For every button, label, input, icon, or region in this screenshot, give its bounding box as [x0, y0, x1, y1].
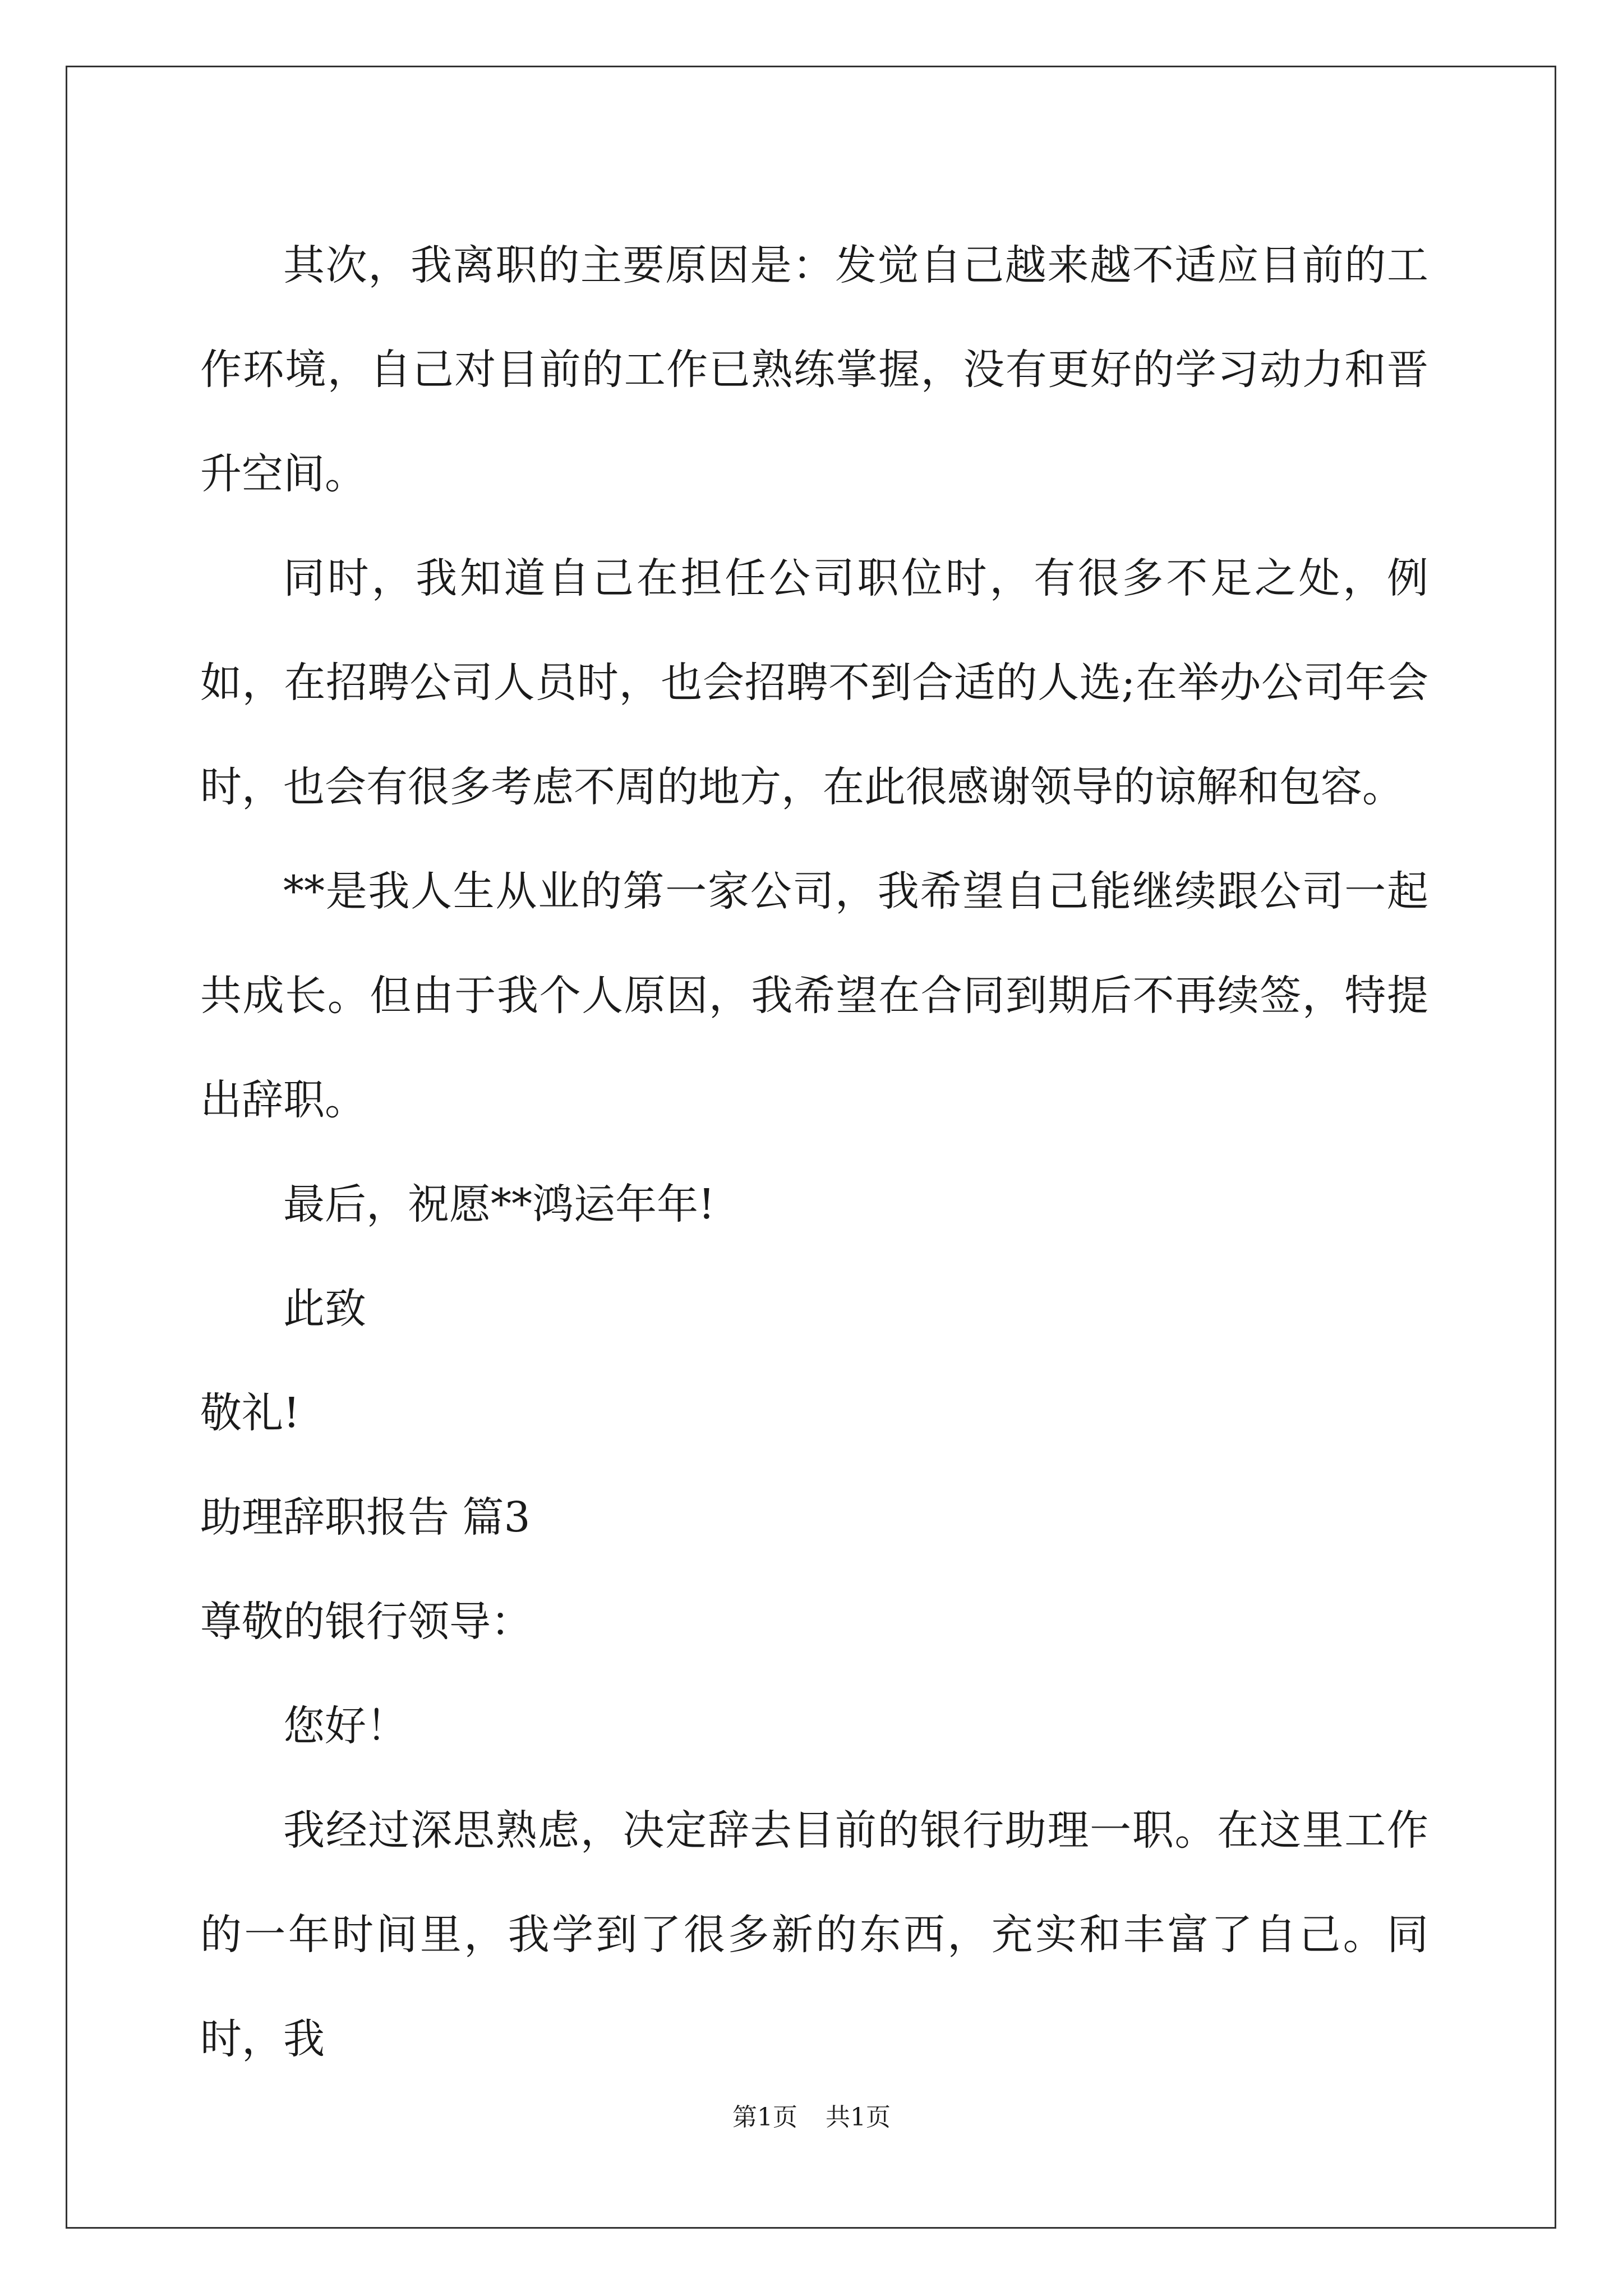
- closing-jingli: 敬礼!: [200, 1389, 300, 1437]
- greeting: 您好！: [283, 1702, 408, 1750]
- salutation: 尊敬的银行领导：: [200, 1598, 532, 1646]
- page-total: 共1页: [826, 2103, 891, 2132]
- section-heading: 助理辞职报告 篇3: [200, 1493, 531, 1542]
- page-number: 第1页: [732, 2103, 797, 2132]
- paragraph-wishes: 最后，祝愿**鸿运年年!: [283, 1180, 715, 1228]
- document-body: [200, 213, 1428, 2091]
- paragraph-shortcomings: 同时，我知道自己在担任公司职位时，有很多不足之处，例如，在招聘公司人员时，也会招聘不到合适的人选;在举办公司年会时，也会有很多考虑不周的地方，在此很感谢领导的谅解和包容。: [200, 554, 1428, 811]
- page-footer: [0, 2101, 1623, 2134]
- paragraph-decision: 我经过深思熟虑，决定辞去目前的银行助理一职。在这里工作的一年时间里，我学到了很多新的东西，充实和丰富了自己。同时，我: [200, 1806, 1428, 2063]
- paragraph-reason: 其次，我离职的主要原因是：发觉自己越来越不适应目前的工作环境，自己对目前的工作已熟练掌握，没有更好的学习动力和晋升空间。: [200, 241, 1428, 498]
- paragraph-first-company: **是我人生从业的第一家公司，我希望自己能继续跟公司一起共成长。但由于我个人原因，我希望在合同到期后不再续签，特提出辞职。: [200, 867, 1428, 1124]
- closing-cizhi: 此致: [283, 1285, 366, 1333]
